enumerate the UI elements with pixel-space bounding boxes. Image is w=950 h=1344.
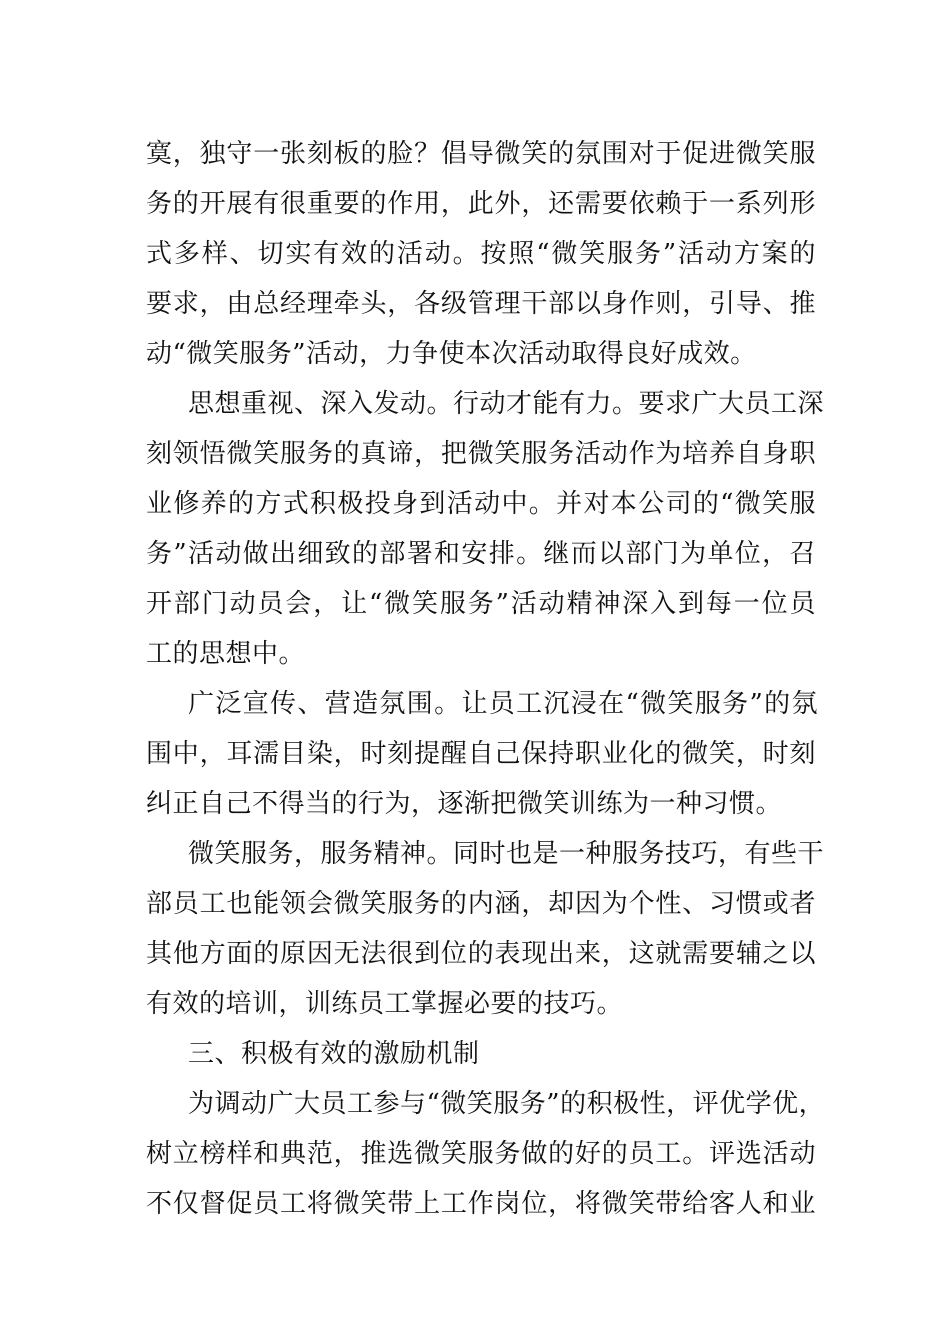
- text-line: 务”活动做出细致的部署和安排。继而以部门为单位，召: [146, 539, 816, 569]
- text-line: 有效的培训，训练员工掌握必要的技巧。: [146, 989, 624, 1019]
- text-line: 不仅督促员工将微笑带上工作岗位，将微笑带给客人和业: [146, 1189, 816, 1219]
- text-line: 围中，耳濡目染，时刻提醒自己保持职业化的微笑，时刻: [146, 739, 816, 769]
- text-line: 纠正自己不得当的行为，逐渐把微笑训练为一种习惯。: [146, 789, 783, 819]
- text-line: 部员工也能领会微笑服务的内涵，却因为个性、习惯或者: [146, 889, 816, 919]
- paragraph-first-line: 广泛宣传、营造氛围。让员工沉浸在“微笑服务”的氛: [188, 689, 818, 719]
- section-heading: 三、积极有效的激励机制: [188, 1039, 480, 1069]
- text-line: 要求，由总经理牵头，各级管理干部以身作则，引导、推: [146, 289, 816, 319]
- text-line: 务的开展有很重要的作用，此外，还需要依赖于一系列形: [146, 189, 816, 219]
- text-line: 业修养的方式积极投身到活动中。并对本公司的“微笑服: [146, 489, 816, 519]
- text-line: 其他方面的原因无法很到位的表现出来，这就需要辅之以: [146, 939, 816, 969]
- text-line: 动“微笑服务”活动，力争使本次活动取得良好成效。: [146, 339, 757, 369]
- text-line: 式多样、切实有效的活动。按照“微笑服务”活动方案的: [146, 239, 816, 269]
- text-line: 树立榜样和典范，推选微笑服务做的好的员工。评选活动: [146, 1139, 816, 1169]
- text-line: 工的思想中。: [146, 639, 306, 669]
- paragraph-first-line: 为调动广大员工参与“微笑服务”的积极性，评优学优，: [188, 1089, 826, 1119]
- text-line: 开部门动员会，让“微笑服务”活动精神深入到每一位员: [146, 589, 816, 619]
- paragraph-first-line: 思想重视、深入发动。行动才能有力。要求广大员工深: [188, 389, 825, 419]
- paragraph-first-line: 微笑服务，服务精神。同时也是一种服务技巧，有些干: [188, 839, 825, 869]
- text-line: 寞，独守一张刻板的脸？倡导微笑的氛围对于促进微笑服: [146, 139, 816, 169]
- text-line: 刻领悟微笑服务的真谛，把微笑服务活动作为培养自身职: [146, 439, 816, 469]
